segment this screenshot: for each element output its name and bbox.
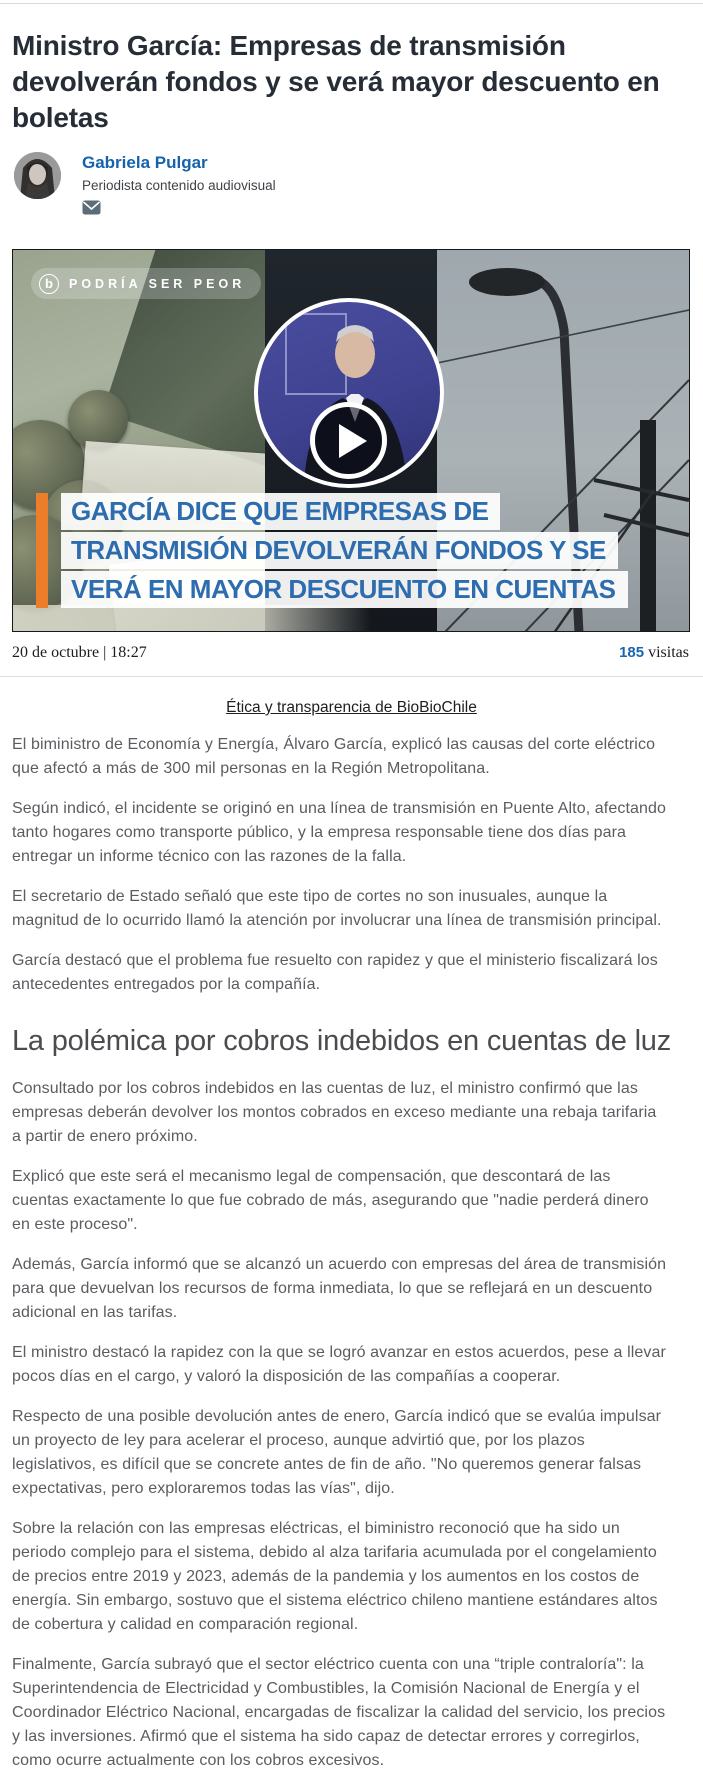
video-badge bbox=[31, 268, 261, 299]
paragraph: Explicó que este será el mecanismo legal de compensación, que descontará de las cuentas exactamente lo que fue cobrado de más, asegurando que "nadie perderá dinero en este proceso". bbox=[12, 1168, 649, 1233]
paragraph: El biministro de Economía y Energía, Álvaro García, explicó las causas del corte eléctrico que afectó a más de 300 mil personas en la Región Metropolitana. bbox=[12, 736, 656, 777]
author-info bbox=[82, 152, 276, 220]
paragraph: Sobre la relación con las empresas eléctricas, el biministro reconoció que ha sido un periodo complejo para el sistema, debido al alza tarifaria acumulada por el congelamiento de precios entre 2019 y 2023, además de la pandemia y los aumentos en los costos de energía. Sin embargo, sostuvo que el sistema eléctrico chileno mantiene estándares altos de cobertura y calidad en comparación regional. bbox=[12, 1520, 658, 1633]
biobio-logo-icon: b bbox=[39, 274, 59, 294]
play-icon bbox=[339, 424, 367, 458]
author-role: Periodista contenido audiovisual bbox=[82, 178, 276, 193]
top-divider bbox=[0, 3, 703, 4]
article-body bbox=[12, 733, 689, 1773]
page-title: Ministro García: Empresas de transmisión devolverán fondos y se verá mayor descuento en boletas bbox=[12, 30, 660, 133]
article-page bbox=[0, 3, 703, 1773]
paragraph: El secretario de Estado señaló que este tipo de cortes no son inusuales, aunque la magnitud de lo ocurrido llamó la atención por involucrar una línea de transmisión principal. bbox=[12, 888, 662, 929]
paragraph: Consultado por los cobros indebidos en las cuentas de luz, el ministro confirmó que las empresas deberán devolver los montos cobrados en exceso mediante una rebaja tarifaria a partir de enero próximo. bbox=[12, 1080, 657, 1145]
author-photo bbox=[14, 152, 61, 199]
views-count: 185 bbox=[619, 644, 645, 661]
caption-line: VERÁ EN MAYOR DESCUENTO EN CUENTAS bbox=[61, 571, 628, 608]
caption-line: TRANSMISIÓN DEVOLVERÁN FONDOS Y SE bbox=[61, 532, 618, 569]
thumbnail-bottom-receipts bbox=[13, 605, 371, 631]
paragraph: Finalmente, García subrayó que el sector eléctrico cuenta con una “triple contraloría": la Superintendencia de Electricidad y Combustibles, la Comisión Nacional de Energía y el Coordinador Eléctrico Nacional, encargadas de fiscalizar la calidad del servicio, los precios y las inversiones. Afirmó que el sistema ha sido capaz de detectar errores y corregirlos, como ocurre actualmente con los cobros excesivos. bbox=[12, 1656, 666, 1769]
section-heading: La polémica por cobros indebidos en cuentas de luz bbox=[12, 1025, 672, 1057]
paragraph: García destacó que el problema fue resuelto con rapidez y que el ministerio fiscalizará los antecedentes entregados por la compañía. bbox=[12, 952, 658, 993]
views-label: visitas bbox=[648, 644, 689, 661]
caption-line: GARCÍA DICE QUE EMPRESAS DE bbox=[61, 493, 500, 530]
paragraph: Según indicó, el incidente se originó en una línea de transmisión en Puente Alto, afectando tanto hogares como transporte público, y la empresa responsable tiene dos días para entregar un informe técnico con las razones de la falla. bbox=[12, 800, 666, 865]
author-block bbox=[14, 152, 691, 220]
publish-date: 20 de octubre | 18:27 bbox=[12, 644, 147, 661]
ethics-link[interactable]: Ética y transparencia de BioBioChile bbox=[226, 699, 477, 716]
video-player[interactable] bbox=[12, 249, 690, 632]
meta-divider bbox=[0, 676, 703, 677]
paragraph: Además, García informó que se alcanzó un acuerdo con empresas del área de transmisión para que devuelvan los recursos de forma inmediata, lo que se reflejará en un descuento adicional en las tarifas. bbox=[12, 1256, 667, 1321]
play-button[interactable] bbox=[310, 402, 387, 479]
caption-accent-bar bbox=[36, 493, 48, 608]
paragraph: Respecto de una posible devolución antes de enero, García indicó que se evalúa impulsar un proyecto de ley para acelerar el proceso, aunque advirtió que, por los plazos legislativos, es difícil que se concrete antes de fin de año. "No queremos generar falsas expectativas, pero exploraremos todas las vías", dijo. bbox=[12, 1408, 662, 1497]
author-name-link[interactable]: Gabriela Pulgar bbox=[82, 153, 208, 172]
views-counter bbox=[619, 644, 689, 662]
paragraph: El ministro destacó la rapidez con la que se logró avanzar en estos acuerdos, pese a llevar pocos días en el cargo, y valoró la disposición de las compañías a cooperar. bbox=[12, 1344, 666, 1385]
email-icon[interactable] bbox=[82, 200, 101, 215]
avatar[interactable] bbox=[14, 152, 61, 199]
article-meta bbox=[12, 644, 689, 662]
ethics-row bbox=[0, 699, 703, 717]
video-badge-label: PODRÍA SER PEOR bbox=[69, 276, 246, 291]
video-caption bbox=[36, 493, 628, 608]
